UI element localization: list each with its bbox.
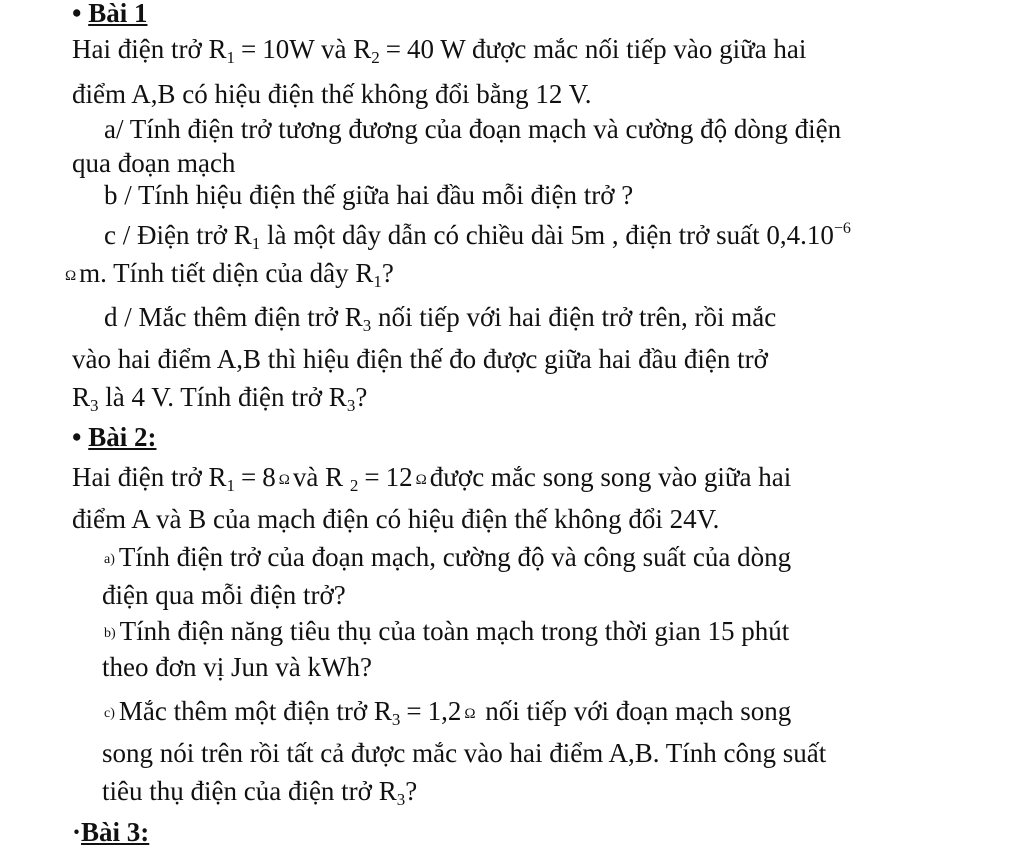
text: ? [405,776,418,806]
bai1-question-b: b / Tính hiệu điện thế giữa hai đầu mỗi điện trở ? [104,180,634,210]
bai2-question-c [104,694,1024,731]
bai1-heading: Bài 1 [88,0,148,28]
bai1-question-c [104,218,1024,252]
bai2-line-4: điện qua mỗi điện trở? [102,580,346,610]
bai2-line-2: điểm A và B của mạch điện có hiệu điện thế không đổi 24V. [72,504,720,534]
bai2-question-a [104,540,1024,577]
bai2-heading: Bài 2: [88,422,157,452]
text: ? [381,258,394,288]
text: tiêu thụ điện của điện trở R [102,776,397,806]
text: m. Tính tiết diện của dây R [79,258,374,288]
superscript: −6 [833,220,851,237]
ohm-symbol: Ω [278,472,290,488]
bai1-line-7 [62,256,1024,293]
equals-sign: = [406,696,422,726]
equals-sign: = [241,462,257,492]
bullet: • [72,0,82,28]
text: Hai điện trở R [72,34,227,64]
subscript: 3 [396,790,406,809]
text: Tính điện trở của đoạn mạch, cường độ và công suất của dòng [118,542,792,572]
text: c / Điện trở R [104,220,252,250]
subscript: 1 [251,234,261,253]
text: 40 W được mắc nối tiếp vào giữa hai [406,34,807,64]
text: R [72,382,91,412]
text: 1,2 [427,696,462,726]
bai2-line-1 [72,460,1024,497]
bai1-line-2: điểm A,B có hiệu điện thế không đổi bằng 12 V. [72,79,592,109]
subscript: 1 [373,272,382,291]
list-marker: a) [104,552,115,567]
bai1-line-10 [72,380,1024,414]
text: Hai điện trở R [72,462,227,492]
text: Mắc thêm một điện trở R [118,696,392,726]
bai1-question-d [104,300,1024,334]
text: nối tiếp với hai điện trở trên, rồi mắc [371,302,777,332]
text: ? [355,382,368,412]
subscript: 3 [362,316,372,335]
subscript: 1 [226,476,235,495]
text: nối tiếp với đoạn mạch song [478,696,792,726]
list-marker: c) [104,706,115,721]
ohm-symbol: Ω [464,706,476,722]
bai2-line-6: theo đơn vị Jun và kWh? [102,652,372,682]
text: và R [292,462,344,492]
subscript: 2 [349,476,359,495]
bai2-line-8: song nói trên rồi tất cả được mắc vào hai điểm A,B. Tính công suất [102,738,827,768]
subscript: 3 [90,396,99,415]
bai2-heading-line [72,420,1024,454]
list-marker: b) [104,626,116,641]
text: Tính điện năng tiêu thụ của toàn mạch trong thời gian 15 phút [119,616,790,646]
bai1-line-9: vào hai điểm A,B thì hiệu điện thế đo được giữa hai đầu điện trở [72,344,768,374]
bai2-question-b [104,614,1024,651]
bai2-line-9 [102,774,1024,808]
text: 8 [262,462,276,492]
text: được mắc song song vào giữa hai [429,462,792,492]
bai1-line-1 [72,32,1024,66]
text: là 4 V. Tính điện trở R [98,382,347,412]
text: d / Mắc thêm điện trở R [104,302,363,332]
equals-sign: = [385,34,401,64]
bai3-heading-line [72,815,1024,849]
bai1-heading-line [72,0,1024,30]
equals-sign: = [241,34,257,64]
subscript: 3 [391,710,401,729]
ohm-symbol: Ω [65,268,77,284]
bai1-question-a: a/ Tính điện trở tương đương của đoạn mạch và cường độ dòng điện [104,114,842,144]
equals-sign: = [364,462,380,492]
text: là một dây dẫn có chiều dài 5m , điện trở suất 0,4.10 [260,220,834,250]
bullet: • [72,422,82,452]
bullet: · [72,817,82,847]
subscript: 2 [371,48,380,67]
bai1-line-4: qua đoạn mạch [72,148,236,178]
subscript: 3 [346,396,356,415]
text: 12 [385,462,413,492]
ohm-symbol: Ω [415,472,427,488]
text: 10W và R [262,34,372,64]
subscript: 1 [226,48,235,67]
bai3-heading: Bài 3: [81,817,150,847]
